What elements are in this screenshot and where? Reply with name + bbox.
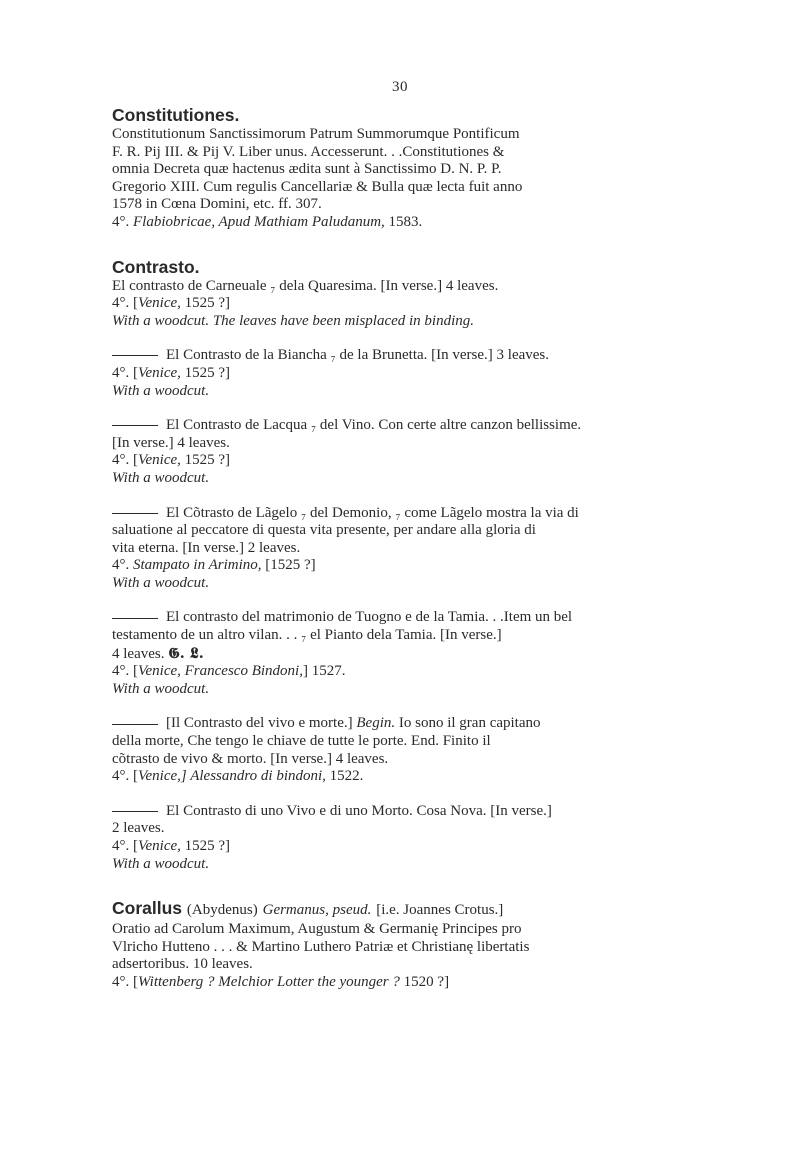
entry-text-line: [In verse.] 4 leaves. — [112, 434, 230, 451]
entry-text-line: Oratio ad Carolum Maximum, Augustum & Germanię Principes pro — [112, 921, 522, 938]
entry-imprint: 4°. [Venice, 1525 ?] — [112, 295, 231, 312]
entry-text-line: della morte, Che tengo le chiave de tutte le porte. End. Finito il — [112, 733, 491, 750]
section-contrasto — [112, 256, 727, 874]
catalogue-entry — [112, 803, 727, 873]
section-heading: Contrasto. — [112, 256, 200, 277]
entry-text-line: El Contrasto di uno Vivo e di uno Morto. Cosa Nova. [In verse.] — [112, 803, 727, 821]
entry-text-line: El Contrasto de Lacqua ₇ del Vino. Con certe altre canzon bellissime. — [112, 417, 727, 435]
page-number: 30 — [392, 79, 408, 95]
entry-text-line: Constitutionum Sanctissimorum Patrum Summorumque Pontificum — [112, 126, 520, 142]
catalogue-entry — [112, 126, 727, 232]
black-letter-mark: 𝕲. 𝕷. — [168, 643, 204, 662]
entry-imprint: 4°. [Venice, 1525 ?] — [112, 838, 231, 854]
entry-note: With a woodcut. — [112, 469, 210, 486]
entry-imprint: 4°. [Venice, Francesco Bindoni,] 1527. — [112, 663, 346, 680]
ditto-dash — [112, 811, 158, 812]
entry-text-line: Vlricho Hutteno . . . & Martino Luthero Patriæ et Christianę libertatis — [112, 938, 530, 955]
entry-text-line: cõtrasto de vivo & morto. [In verse.] 4 leaves. — [112, 750, 389, 767]
entry-note: With a woodcut. The leaves have been misplaced in binding. — [112, 312, 475, 329]
entry-text-line: El Contrasto de la Biancha ₇ de la Brunetta. [In verse.] 3 leaves. — [112, 347, 727, 365]
catalogue-entry — [112, 417, 727, 487]
entry-text-line: El contrasto del matrimonio de Tuogno e de la Tamia. . .Item un bel — [112, 609, 727, 627]
entry-text-line: omnia Decreta quæ hactenus ædita sunt à Sanctissimo D. N. P. P. — [112, 161, 502, 178]
entry-imprint: 4°. Stampato in Arimino, [1525 ?] — [112, 557, 316, 574]
section-heading: Corallus (Abydenus) Germanus, pseud. [i.e. Joannes Crotus.] — [112, 898, 504, 919]
section-heading: Constitutiones. — [112, 105, 240, 125]
entry-text-line: El Cõtrasto de Lãgelo ₇ del Demonio, ₇ come Lãgelo mostra la via di — [112, 505, 727, 523]
entry-imprint: 4°. [Venice,] Alessandro di bindoni, 1522. — [112, 768, 364, 785]
entry-note: With a woodcut. — [112, 574, 210, 591]
entry-imprint: 4°. [Venice, 1525 ?] — [112, 452, 231, 469]
entry-text-line: El contrasto de Carneuale ₇ dela Quaresima. [In verse.] 4 leaves. — [112, 277, 499, 294]
ditto-dash — [112, 513, 158, 514]
ditto-dash — [112, 618, 158, 619]
ditto-dash — [112, 724, 158, 725]
entry-text-line: 4 leaves. 𝕲. 𝕷. — [112, 643, 204, 662]
entry-text-line: testamento de un altro vilan. . . ₇ el Pianto dela Tamia. [In verse.] — [112, 627, 502, 644]
entry-note: With a woodcut. — [112, 855, 210, 872]
catalogue-entry — [112, 505, 727, 593]
entry-imprint: 4°. [Wittenberg ? Melchior Lotter the younger ? 1520 ?] — [112, 973, 450, 990]
entry-text-line: saluatione al peccatore di questa vita presente, per andare alla gloria di — [112, 522, 536, 539]
entry-imprint: 4°. Flabiobricae, Apud Mathiam Paludanum, 1583. — [112, 213, 423, 230]
entry-text-line: [Il Contrasto del vivo e morte.] Begin. Io sono il gran capitano — [112, 715, 727, 733]
section-constitutiones — [112, 104, 727, 232]
entry-text-line: 1578 in Cœna Domini, etc. ff. 307. — [112, 196, 322, 213]
entry-text-line: F. R. Pij III. & Pij V. Liber unus. Accesserunt. . .Constitutiones & — [112, 143, 505, 160]
catalogue-entry — [112, 347, 727, 400]
catalogue-content — [112, 104, 727, 992]
entry-text-line: 2 leaves. — [112, 820, 165, 837]
entry-imprint: 4°. [Venice, 1525 ?] — [112, 364, 231, 381]
catalogue-entry — [112, 921, 727, 991]
entry-note: With a woodcut. — [112, 680, 210, 697]
entry-text-line: Gregorio XIII. Cum regulis Cancellariæ & Bulla quæ lecta fuit anno — [112, 178, 523, 195]
catalogue-entry — [112, 609, 727, 698]
entry-note: With a woodcut. — [112, 382, 210, 399]
ditto-dash — [112, 425, 158, 426]
entry-text-line: adsertoribus. 10 leaves. — [112, 956, 253, 973]
catalogue-entry — [112, 715, 727, 785]
ditto-dash — [112, 355, 158, 356]
section-corallus — [112, 897, 727, 991]
catalogue-entry — [112, 278, 727, 331]
entry-text-line: vita eterna. [In verse.] 2 leaves. — [112, 539, 301, 556]
